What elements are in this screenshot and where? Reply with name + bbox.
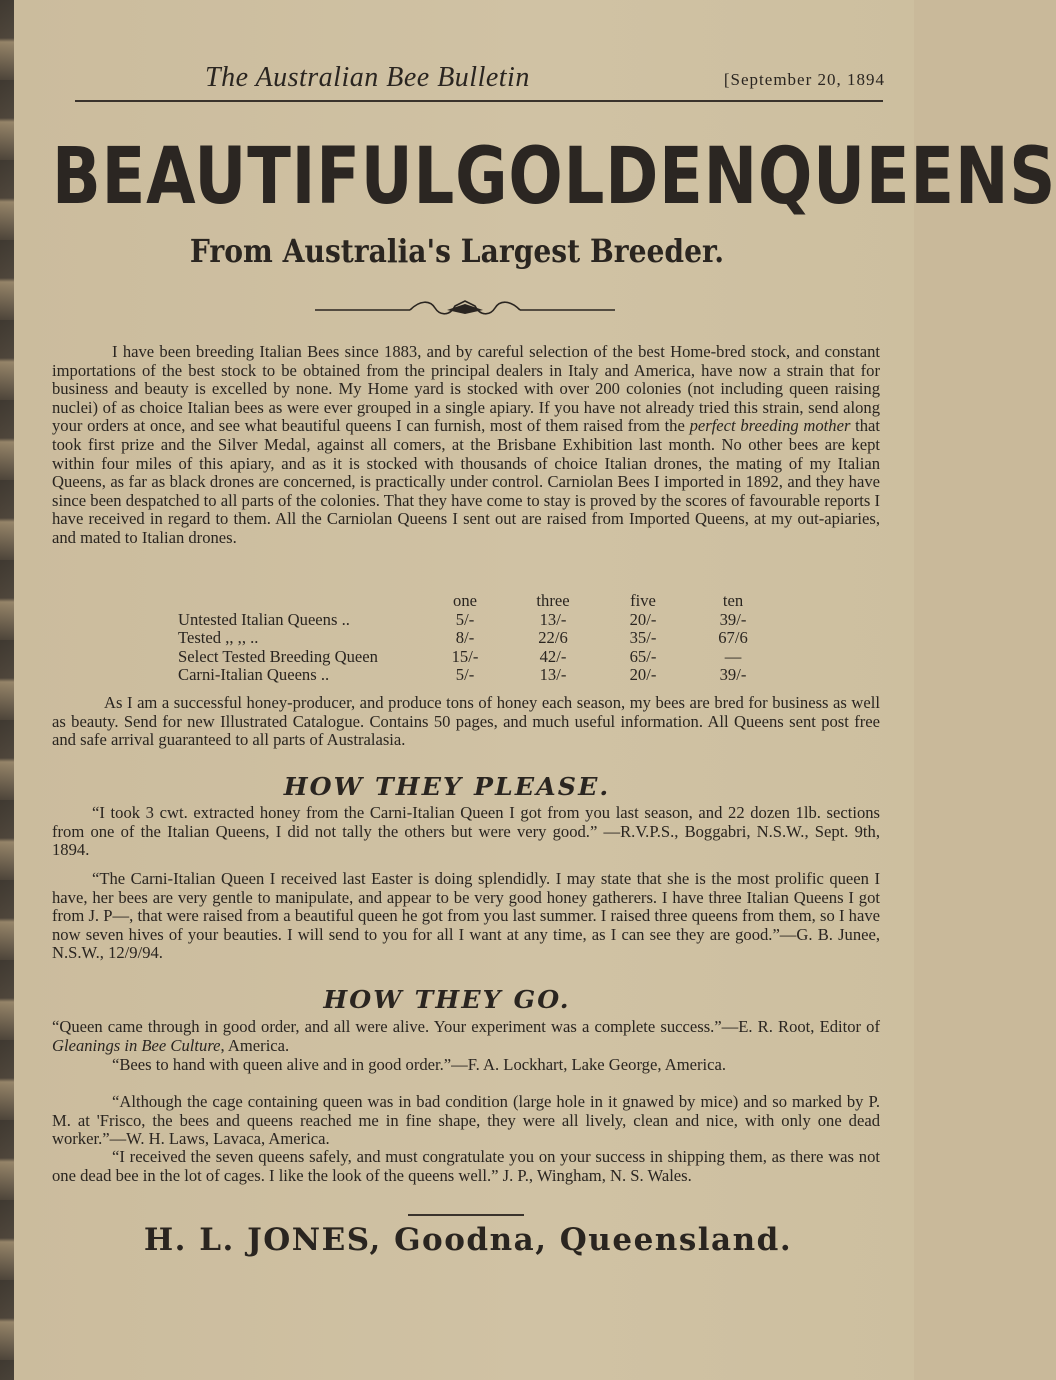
price-cell: 5/- bbox=[455, 665, 475, 685]
running-title: The Australian Bee Bulletin bbox=[205, 62, 530, 93]
column-three: three bbox=[536, 591, 570, 610]
testimonial: “The Carni-Italian Queen I received last Easter is doing splendidly. I may state that she is the most prolific queen I have, her bees are very gentle to manipulate, and appear to be very good honey gatherers. I have three Italian Queens I got from J. P—, that were raised from a beautiful queen he got from you last summer. I raised three queens from them, so I have now seven hives of your beauties. I will send to you for all I want at any time, as I can see they are good.”—G. B. Junee, N.S.W., 12/9/94. bbox=[52, 869, 880, 963]
testimonial: “I took 3 cwt. extracted honey from the Carni-Italian Queen I got from you last season, and 22 dozen 1lb. sections from one of the Italian Queens, I did not tally the others but were very good.” —R.V.P.S., Boggabri, N.S.W., Sept. 9th, 1894. bbox=[52, 803, 880, 860]
header-rule bbox=[75, 100, 883, 102]
row-name: Tested ,, ,, .. bbox=[178, 628, 259, 648]
price-cell: 15/- bbox=[451, 646, 479, 666]
headline bbox=[52, 132, 1056, 222]
testimonial: “Bees to hand with queen alive and in good order.”—F. A. Lockhart, Lake George, America. bbox=[112, 1055, 726, 1074]
price-table bbox=[178, 592, 778, 685]
issue-date: [September 20, 1894 bbox=[723, 70, 885, 89]
intro-paragraph bbox=[52, 343, 880, 548]
row-name: Untested Italian Queens .. bbox=[178, 609, 350, 629]
testimonial: “Although the cage containing queen was in bad condition (large hole in it gnawed by mice) and so marked by P. M. at 'Frisco, the bees and queens reached me in fine shape, they were all lively, clean and nice, with only one dead worker.”—W. H. Laws, Lavaca, America. bbox=[52, 1092, 880, 1149]
row-name: Carni-Italian Queens .. bbox=[178, 665, 330, 685]
price-cell: 5/- bbox=[455, 609, 475, 629]
section-heading-how-they-please: HOW THEY PLEASE. bbox=[283, 772, 611, 801]
closing-paragraph: As I am a successful honey-producer, and produce tons of honey each season, my bees are bred for business as well as beauty. Send for new Illustrated Catalogue. Contains 50 pages, and much useful information. All Queens sent post free and safe arrival guaranteed to all parts of Australasia. bbox=[52, 693, 880, 750]
column-five: five bbox=[630, 591, 656, 610]
binding-edge bbox=[0, 0, 14, 1380]
column-ten: ten bbox=[722, 591, 744, 610]
table-row bbox=[178, 611, 778, 630]
price-cell: 67/6 bbox=[718, 628, 748, 648]
row-name: Select Tested Breeding Queen bbox=[178, 646, 378, 666]
price-cell: 20/- bbox=[629, 609, 657, 629]
ornament-divider bbox=[315, 298, 615, 318]
intro-italic: perfect breeding mother bbox=[689, 416, 851, 436]
testimonial-text: “Queen came through in good order, and all were alive. Your experiment was a complete success.”—E. R. Root, Editor of bbox=[52, 1017, 880, 1036]
subheadline: From Australia's Largest Breeder. bbox=[189, 232, 725, 270]
price-cell: 39/- bbox=[719, 609, 747, 629]
price-cell: 13/- bbox=[539, 609, 567, 629]
price-cell: 13/- bbox=[539, 665, 567, 685]
price-table-header bbox=[178, 592, 778, 611]
price-cell: 8/- bbox=[455, 628, 475, 648]
page-header bbox=[75, 62, 885, 102]
table-row bbox=[178, 648, 778, 667]
table-row bbox=[178, 629, 778, 648]
advertiser-signature: H. L. JONES, Goodna, Queensland. bbox=[143, 1222, 793, 1258]
publication-title: Gleanings in Bee Culture bbox=[52, 1035, 221, 1055]
headline-word-3: QUEENS bbox=[757, 132, 1056, 222]
intro-part-1: I have been breeding Italian Bees since 1883, and by careful selection of the best Home-bred stock, and constant importations of the best stock to be obtained from the principal dealers in Italy and America, have now a strain that for business and beauty is excelled by none. My Home yard is stocked with over 200 colonies (not including queen raising nuclei) of as choice Italian bees as were ever grouped in a single apiary. If you have not already tried this strain, send along your orders at once, and see what beautiful queens I can furnish, most of them raised from the bbox=[52, 342, 880, 436]
headline-word-2: GOLDEN bbox=[455, 132, 758, 222]
column-one: one bbox=[453, 591, 477, 610]
price-cell: 22/6 bbox=[538, 628, 568, 648]
table-row bbox=[178, 666, 778, 685]
headline-word-1: BEAUTIFUL bbox=[52, 132, 456, 222]
price-cell: 39/- bbox=[719, 665, 747, 685]
price-cell: 65/- bbox=[629, 646, 657, 666]
footer-rule bbox=[408, 1214, 524, 1216]
testimonial-text: , America. bbox=[220, 1035, 290, 1055]
section-heading-how-they-go: HOW THEY GO. bbox=[323, 985, 571, 1014]
testimonial bbox=[52, 1018, 880, 1055]
price-cell: 42/- bbox=[539, 646, 567, 666]
price-cell: 35/- bbox=[629, 628, 657, 648]
price-cell: 20/- bbox=[629, 665, 657, 685]
intro-part-2: that took first prize and the Silver Medal, against all comers, at the Brisbane Exhibition last month. No other bees are kept within four miles of this apiary, and as it is stocked with thousands of choice Italian drones, the mating of my Italian Queens, as far as black drones are concerned, is practically under control. Carniolan Bees I imported in 1892, and they have since been despatched to all parts of the colonies. That they have come to stay is proved by the scores of favourable reports I have received in regard to them. All the Carniolan Queens I sent out are raised from Imported Queens, at my out-apiaries, and mated to Italian drones. bbox=[52, 416, 881, 547]
testimonial: “I received the seven queens safely, and must congratulate you on your success in shipping them, as there was not one dead bee in the lot of cages. I like the look of the queens well.” J. P., Wingham, N. S. Wales. bbox=[52, 1147, 880, 1185]
price-cell: — bbox=[724, 646, 742, 666]
